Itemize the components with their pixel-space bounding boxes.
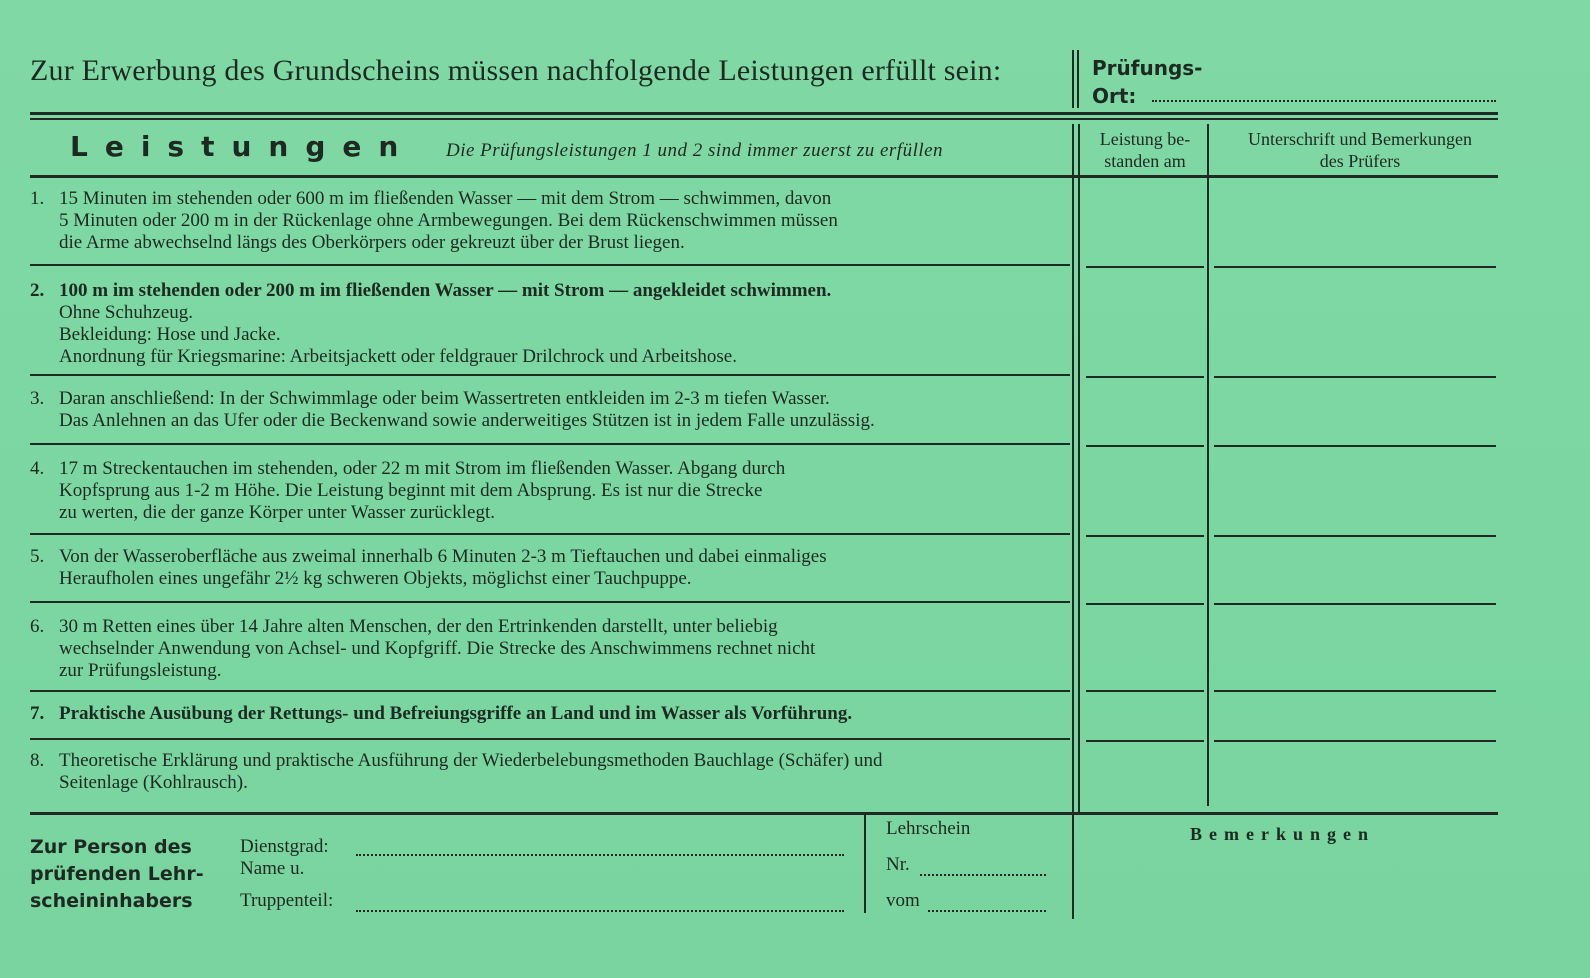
header-bottom-rule <box>30 175 1498 178</box>
pruefungs-label-line1: Prüfungs- <box>1092 56 1203 80</box>
col1-sep-3 <box>1086 445 1204 447</box>
person-label-line2: prüfenden Lehr- <box>30 863 204 885</box>
column-divider-2 <box>1207 124 1209 806</box>
person-section-label <box>30 834 204 915</box>
col-head-bestanden-line1: Leistung be- <box>1099 129 1191 149</box>
item-line: 30 m Retten eines über 14 Jahre alten Menschen, der den Ertrinkenden darstellt, unter beliebig <box>59 616 778 637</box>
item-number: 6. <box>30 616 45 637</box>
item-number: 7. <box>30 703 45 724</box>
item-line: Das Anlehnen an das Ufer oder die Beckenwand sowie anderweitiges Stützen ist in jedem Falle unzulässig. <box>59 410 875 431</box>
person-label-line3: scheininhabers <box>30 890 193 912</box>
col1-sep-5 <box>1086 603 1204 605</box>
item-number: 3. <box>30 388 45 409</box>
col-head-unterschrift-line1: Unterschrift und Bemerkungen <box>1248 129 1472 149</box>
pruefungs-ort-field[interactable] <box>1152 100 1496 102</box>
header-divider-right <box>1077 50 1079 108</box>
row-sep-6 <box>30 690 1070 692</box>
header-divider-left <box>1072 50 1074 108</box>
footer-top-rule <box>30 812 1498 815</box>
row-sep-5 <box>30 601 1070 603</box>
bemerkungen-label: Bemerkungen <box>1190 824 1375 844</box>
col2-sep-3 <box>1214 445 1496 447</box>
item-line: die Arme abwechselnd längs des Oberkörpers oder gekreuzt über der Brust liegen. <box>59 232 685 253</box>
top-rule-1 <box>30 112 1498 115</box>
list-item-6 <box>30 616 1052 682</box>
nr-field[interactable] <box>920 874 1046 876</box>
col-head-bestanden <box>1082 128 1208 172</box>
footer-divider-1 <box>864 815 866 913</box>
item-line: Von der Wasseroberfläche aus zweimal innerhalb 6 Minuten 2-3 m Tieftauchen und dabei einmaliges <box>59 546 827 567</box>
item-line: 17 m Streckentauchen im stehenden, oder 22 m mit Strom im fließenden Wasser. Abgang durch <box>59 458 786 479</box>
col2-sep-6 <box>1214 690 1496 692</box>
col1-sep-4 <box>1086 535 1204 537</box>
item-number: 4. <box>30 458 45 479</box>
item-line: Heraufholen eines ungefähr 2½ kg schweren Objekts, möglichst einer Tauchpuppe. <box>59 568 692 589</box>
item-number: 1. <box>30 188 45 209</box>
col1-sep-6 <box>1086 690 1204 692</box>
item-line: 15 Minuten im stehenden oder 600 m im fließenden Wasser — mit dem Strom — schwimmen, davon <box>59 188 832 209</box>
item-line: Seitenlage (Kohlrausch). <box>59 772 248 793</box>
list-item-1 <box>30 188 1052 254</box>
item-line: Bekleidung: Hose und Jacke. <box>59 324 281 345</box>
col2-sep-5 <box>1214 603 1496 605</box>
row-sep-7 <box>30 738 1070 740</box>
name-label: Name u. <box>240 858 305 879</box>
list-item-8 <box>30 750 1052 794</box>
list-item-2 <box>30 280 1052 368</box>
item-line: Anordnung für Kriegsmarine: Arbeitsjackett oder feldgrauer Drilchrock und Arbeitshose. <box>59 346 737 367</box>
col2-sep-4 <box>1214 535 1496 537</box>
col1-sep-7 <box>1086 740 1204 742</box>
list-item-7 <box>30 703 1052 725</box>
item-number: 8. <box>30 750 45 771</box>
item-line: Daran anschließend: In der Schwimmlage oder beim Wassertreten entkleiden im 2-3 m tiefen Wasser. <box>59 388 830 409</box>
item-number: 2. <box>30 280 45 301</box>
col2-sep-7 <box>1214 740 1496 742</box>
item-line: Ohne Schuhzeug. <box>59 302 194 323</box>
dienstgrad-field[interactable] <box>356 854 844 856</box>
lehrschein-label: Lehrschein <box>886 818 971 839</box>
row-sep-4 <box>30 533 1070 535</box>
footer-divider-2 <box>1072 815 1074 919</box>
col2-sep-2 <box>1214 376 1496 378</box>
row-sep-1 <box>30 264 1070 266</box>
col-head-bestanden-line2: standen am <box>1104 151 1186 171</box>
item-line: 5 Minuten oder 200 m in der Rückenlage ohne Armbewegungen. Bei dem Rückenschwimmen müssen <box>59 210 838 231</box>
truppenteil-field[interactable] <box>356 910 844 912</box>
list-item-3 <box>30 388 1052 432</box>
item-line: Kopfsprung aus 1-2 m Höhe. Die Leistung beginnt mit dem Absprung. Es ist nur die Strecke <box>59 480 763 501</box>
leistungen-title: Leistungen <box>70 130 416 163</box>
col-head-unterschrift-line2: des Prüfers <box>1319 151 1401 171</box>
item-line: 100 m im stehenden oder 200 m im fließenden Wasser — mit Strom — angekleidet schwimmen. <box>59 280 832 301</box>
ort-label: Ort: <box>1092 84 1137 108</box>
col-head-unterschrift <box>1212 128 1508 172</box>
col2-sep-1 <box>1214 266 1496 268</box>
vom-label: vom <box>886 890 920 911</box>
leistungen-note: Die Prüfungsleistungen 1 und 2 sind immer zuerst zu erfüllen <box>446 140 944 161</box>
list-item-4 <box>30 458 1052 524</box>
nr-label: Nr. <box>886 854 910 875</box>
column-divider-1b <box>1078 124 1080 812</box>
column-divider-1a <box>1072 124 1074 812</box>
row-sep-3 <box>30 443 1070 445</box>
form-title: Zur Erwerbung des Grundscheins müssen nachfolgende Leistungen erfüllt sein: <box>30 54 1002 87</box>
item-line: Praktische Ausübung der Rettungs- und Befreiungsgriffe an Land und im Wasser als Vorführung. <box>59 703 853 724</box>
row-sep-2 <box>30 374 1070 376</box>
col1-sep-2 <box>1086 376 1204 378</box>
dienstgrad-label: Dienstgrad: <box>240 836 329 857</box>
item-line: Theoretische Erklärung und praktische Ausführung der Wiederbelebungsmethoden Bauchlage (Schäfer) und <box>59 750 883 771</box>
item-line: zu werten, die der ganze Körper unter Wasser zurücklegt. <box>59 502 495 523</box>
item-line: zur Prüfungsleistung. <box>59 660 222 681</box>
truppenteil-label: Truppenteil: <box>240 890 334 911</box>
person-label-line1: Zur Person des <box>30 836 192 858</box>
top-rule-2 <box>30 118 1498 120</box>
col1-sep-1 <box>1086 266 1204 268</box>
list-item-5 <box>30 546 1052 590</box>
item-number: 5. <box>30 546 45 567</box>
item-line: wechselnder Anwendung von Achsel- und Kopfgriff. Die Strecke des Anschwimmens rechnet nicht <box>59 638 816 659</box>
vom-field[interactable] <box>928 910 1046 912</box>
